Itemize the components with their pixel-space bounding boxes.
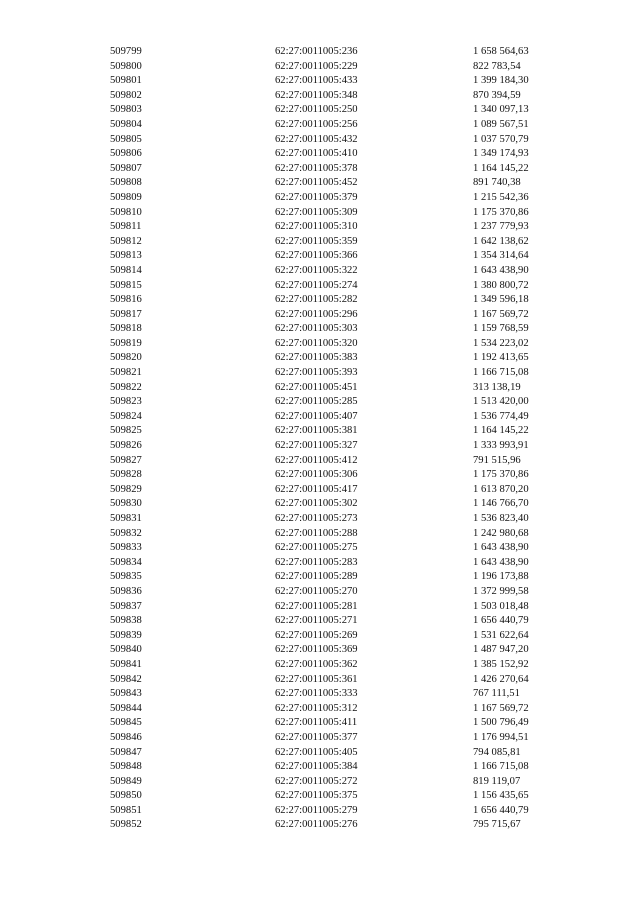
cadastral-number-cell: 62:27:0011005:405 — [275, 746, 358, 758]
value-cell: 1 500 796,49 — [473, 717, 529, 729]
record-number-cell: 509852 — [110, 819, 142, 831]
record-number-cell: 509836 — [110, 585, 142, 597]
table-row — [110, 643, 590, 658]
table-row — [110, 118, 590, 133]
record-number-cell: 509828 — [110, 469, 142, 481]
value-cell: 1 333 993,91 — [473, 440, 529, 452]
record-number-cell: 509807 — [110, 162, 142, 174]
record-number-cell: 509842 — [110, 673, 142, 685]
table-row — [110, 147, 590, 162]
cadastral-number-cell: 62:27:0011005:333 — [275, 688, 358, 700]
value-cell: 1 167 569,72 — [473, 702, 529, 714]
table-row — [110, 629, 590, 644]
cadastral-number-cell: 62:27:0011005:359 — [275, 235, 358, 247]
cadastral-number-cell: 62:27:0011005:309 — [275, 206, 358, 218]
table-row — [110, 600, 590, 615]
value-cell: 1 166 715,08 — [473, 761, 529, 773]
record-number-cell: 509824 — [110, 410, 142, 422]
table-row — [110, 527, 590, 542]
record-number-cell: 509802 — [110, 89, 142, 101]
cadastral-number-cell: 62:27:0011005:229 — [275, 60, 358, 72]
cadastral-number-cell: 62:27:0011005:289 — [275, 571, 358, 583]
table-row — [110, 351, 590, 366]
value-cell: 1 536 774,49 — [473, 410, 529, 422]
value-cell: 1 156 435,65 — [473, 790, 529, 802]
cadastral-number-cell: 62:27:0011005:412 — [275, 454, 358, 466]
record-number-cell: 509805 — [110, 133, 142, 145]
cadastral-number-cell: 62:27:0011005:369 — [275, 644, 358, 656]
cadastral-number-cell: 62:27:0011005:452 — [275, 177, 358, 189]
cadastral-number-cell: 62:27:0011005:320 — [275, 337, 358, 349]
cadastral-number-cell: 62:27:0011005:327 — [275, 440, 358, 452]
record-number-cell: 509847 — [110, 746, 142, 758]
table-row — [110, 133, 590, 148]
cadastral-number-cell: 62:27:0011005:302 — [275, 498, 358, 510]
cadastral-number-cell: 62:27:0011005:303 — [275, 323, 358, 335]
record-number-cell: 509839 — [110, 629, 142, 641]
record-number-cell: 509803 — [110, 104, 142, 116]
value-cell: 1 237 779,93 — [473, 221, 529, 233]
cadastral-number-cell: 62:27:0011005:250 — [275, 104, 358, 116]
cadastral-number-cell: 62:27:0011005:269 — [275, 629, 358, 641]
table-row — [110, 220, 590, 235]
value-cell: 1 385 152,92 — [473, 658, 529, 670]
record-number-cell: 509816 — [110, 294, 142, 306]
table-row — [110, 731, 590, 746]
table-row — [110, 60, 590, 75]
cadastral-number-cell: 62:27:0011005:312 — [275, 702, 358, 714]
record-number-cell: 509845 — [110, 717, 142, 729]
record-number-cell: 509848 — [110, 761, 142, 773]
record-number-cell: 509814 — [110, 264, 142, 276]
record-number-cell: 509841 — [110, 658, 142, 670]
value-cell: 1 426 270,64 — [473, 673, 529, 685]
table-row — [110, 789, 590, 804]
record-number-cell: 509823 — [110, 396, 142, 408]
value-cell: 1 534 223,02 — [473, 337, 529, 349]
cadastral-number-cell: 62:27:0011005:322 — [275, 264, 358, 276]
table-row — [110, 45, 590, 60]
record-number-cell: 509837 — [110, 600, 142, 612]
table-row — [110, 206, 590, 221]
cadastral-number-cell: 62:27:0011005:451 — [275, 381, 358, 393]
table-row — [110, 293, 590, 308]
cadastral-number-cell: 62:27:0011005:281 — [275, 600, 358, 612]
table-row — [110, 483, 590, 498]
cadastral-number-cell: 62:27:0011005:366 — [275, 250, 358, 262]
cadastral-number-cell: 62:27:0011005:272 — [275, 775, 358, 787]
value-cell: 1 175 370,86 — [473, 206, 529, 218]
value-cell: 1 164 145,22 — [473, 425, 529, 437]
record-number-cell: 509832 — [110, 527, 142, 539]
value-cell: 1 399 184,30 — [473, 75, 529, 87]
cadastral-number-cell: 62:27:0011005:384 — [275, 761, 358, 773]
table-row — [110, 746, 590, 761]
value-cell: 1 643 438,90 — [473, 556, 529, 568]
value-cell: 1 349 596,18 — [473, 294, 529, 306]
cadastral-number-cell: 62:27:0011005:432 — [275, 133, 358, 145]
value-cell: 1 656 440,79 — [473, 804, 529, 816]
table-row — [110, 395, 590, 410]
table-row — [110, 775, 590, 790]
cadastral-number-cell: 62:27:0011005:285 — [275, 396, 358, 408]
value-cell: 1 037 570,79 — [473, 133, 529, 145]
record-number-cell: 509844 — [110, 702, 142, 714]
table-row — [110, 410, 590, 425]
value-cell: 1 215 542,36 — [473, 191, 529, 203]
record-number-cell: 509829 — [110, 483, 142, 495]
record-number-cell: 509849 — [110, 775, 142, 787]
value-cell: 891 740,38 — [473, 177, 521, 189]
record-number-cell: 509843 — [110, 688, 142, 700]
table-row — [110, 570, 590, 585]
table-row — [110, 497, 590, 512]
table-row — [110, 556, 590, 571]
value-cell: 1 340 097,13 — [473, 104, 529, 116]
record-number-cell: 509834 — [110, 556, 142, 568]
record-number-cell: 509827 — [110, 454, 142, 466]
table-row — [110, 716, 590, 731]
cadastral-number-cell: 62:27:0011005:276 — [275, 819, 358, 831]
table-row — [110, 687, 590, 702]
record-number-cell: 509817 — [110, 308, 142, 320]
record-number-cell: 509806 — [110, 148, 142, 160]
record-number-cell: 509813 — [110, 250, 142, 262]
record-number-cell: 509833 — [110, 542, 142, 554]
value-cell: 1 643 438,90 — [473, 542, 529, 554]
table-row — [110, 162, 590, 177]
cadastral-number-cell: 62:27:0011005:256 — [275, 118, 358, 130]
cadastral-number-cell: 62:27:0011005:273 — [275, 513, 358, 524]
record-number-cell: 509804 — [110, 118, 142, 130]
record-number-cell: 509840 — [110, 644, 142, 656]
value-cell: 1 354 314,64 — [473, 250, 529, 262]
cadastral-number-cell: 62:27:0011005:433 — [275, 75, 358, 87]
value-cell: 1 167 569,72 — [473, 308, 529, 320]
value-cell: 1 513 420,00 — [473, 396, 529, 408]
table-row — [110, 585, 590, 600]
value-cell: 1 196 173,88 — [473, 571, 529, 583]
record-number-cell: 509835 — [110, 571, 142, 583]
record-number-cell: 509799 — [110, 46, 142, 57]
record-number-cell: 509809 — [110, 191, 142, 203]
cadastral-number-cell: 62:27:0011005:274 — [275, 279, 358, 291]
record-number-cell: 509838 — [110, 615, 142, 627]
table-row — [110, 74, 590, 89]
cadastral-number-cell: 62:27:0011005:296 — [275, 308, 358, 320]
record-number-cell: 509819 — [110, 337, 142, 349]
value-cell: 1 503 018,48 — [473, 600, 529, 612]
table-row — [110, 337, 590, 352]
cadastral-number-cell: 62:27:0011005:275 — [275, 542, 358, 554]
cadastral-number-cell: 62:27:0011005:271 — [275, 615, 358, 627]
table-row — [110, 89, 590, 104]
value-cell: 1 146 766,70 — [473, 498, 529, 510]
table-row — [110, 818, 590, 833]
table-row — [110, 381, 590, 396]
value-cell: 1 176 994,51 — [473, 731, 529, 743]
record-number-cell: 509815 — [110, 279, 142, 291]
value-cell: 822 783,54 — [473, 60, 521, 72]
value-cell: 794 085,81 — [473, 746, 521, 758]
value-cell: 1 349 174,93 — [473, 148, 529, 160]
value-cell: 1 658 564,63 — [473, 46, 529, 57]
table-row — [110, 614, 590, 629]
value-cell: 1 642 138,62 — [473, 235, 529, 247]
record-number-cell: 509846 — [110, 731, 142, 743]
record-number-cell: 509801 — [110, 75, 142, 87]
table-row — [110, 760, 590, 775]
value-cell: 1 166 715,08 — [473, 367, 529, 379]
record-number-cell: 509850 — [110, 790, 142, 802]
table-row — [110, 235, 590, 250]
record-number-cell: 509811 — [110, 221, 142, 233]
cadastral-number-cell: 62:27:0011005:362 — [275, 658, 358, 670]
record-number-cell: 509818 — [110, 323, 142, 335]
value-cell: 1 159 768,59 — [473, 323, 529, 335]
record-number-cell: 509830 — [110, 498, 142, 510]
table-row — [110, 191, 590, 206]
cadastral-number-cell: 62:27:0011005:381 — [275, 425, 358, 437]
cadastral-number-cell: 62:27:0011005:236 — [275, 46, 358, 57]
value-cell: 1 380 800,72 — [473, 279, 529, 291]
record-number-cell: 509821 — [110, 367, 142, 379]
cadastral-number-cell: 62:27:0011005:407 — [275, 410, 358, 422]
table-row — [110, 804, 590, 819]
cadastral-number-cell: 62:27:0011005:361 — [275, 673, 358, 685]
cadastral-number-cell: 62:27:0011005:283 — [275, 556, 358, 568]
table-row — [110, 249, 590, 264]
table-row — [110, 658, 590, 673]
table-row — [110, 322, 590, 337]
cadastral-number-cell: 62:27:0011005:348 — [275, 89, 358, 101]
value-cell: 870 394,59 — [473, 89, 521, 101]
value-cell: 1 531 622,64 — [473, 629, 529, 641]
record-number-cell: 509831 — [110, 513, 142, 524]
value-cell: 819 119,07 — [473, 775, 521, 787]
cadastral-number-cell: 62:27:0011005:288 — [275, 527, 358, 539]
record-number-cell: 509822 — [110, 381, 142, 393]
value-cell: 1 536 823,40 — [473, 513, 529, 524]
table-row — [110, 176, 590, 191]
table-row — [110, 468, 590, 483]
record-number-cell: 509820 — [110, 352, 142, 364]
cadastral-number-cell: 62:27:0011005:310 — [275, 221, 358, 233]
value-cell: 1 089 567,51 — [473, 118, 529, 130]
value-cell: 1 656 440,79 — [473, 615, 529, 627]
cadastral-number-cell: 62:27:0011005:410 — [275, 148, 358, 160]
table-row — [110, 264, 590, 279]
cadastral-number-cell: 62:27:0011005:383 — [275, 352, 358, 364]
record-number-cell: 509800 — [110, 60, 142, 72]
cadastral-number-cell: 62:27:0011005:282 — [275, 294, 358, 306]
value-cell: 1 372 999,58 — [473, 585, 529, 597]
cadastral-number-cell: 62:27:0011005:377 — [275, 731, 358, 743]
table-row — [110, 439, 590, 454]
record-number-cell: 509825 — [110, 425, 142, 437]
table-row — [110, 702, 590, 717]
value-cell: 1 487 947,20 — [473, 644, 529, 656]
value-cell: 767 111,51 — [473, 688, 520, 700]
cadastral-number-cell: 62:27:0011005:379 — [275, 191, 358, 203]
value-cell: 1 242 980,68 — [473, 527, 529, 539]
value-cell: 1 164 145,22 — [473, 162, 529, 174]
table-row — [110, 673, 590, 688]
record-number-cell: 509808 — [110, 177, 142, 189]
record-number-cell: 509851 — [110, 804, 142, 816]
record-number-cell: 509812 — [110, 235, 142, 247]
cadastral-number-cell: 62:27:0011005:417 — [275, 483, 358, 495]
value-cell: 791 515,96 — [473, 454, 521, 466]
value-cell: 1 613 870,20 — [473, 483, 529, 495]
cadastral-number-cell: 62:27:0011005:270 — [275, 585, 358, 597]
table-row — [110, 512, 590, 527]
cadastral-number-cell: 62:27:0011005:279 — [275, 804, 358, 816]
table-row — [110, 308, 590, 323]
cadastral-number-cell: 62:27:0011005:375 — [275, 790, 358, 802]
table-row — [110, 279, 590, 294]
table-row — [110, 541, 590, 556]
value-cell: 313 138,19 — [473, 381, 521, 393]
cadastral-number-cell: 62:27:0011005:393 — [275, 367, 358, 379]
table-row — [110, 103, 590, 118]
record-number-cell: 509810 — [110, 206, 142, 218]
data-table — [110, 45, 590, 833]
table-row — [110, 424, 590, 439]
cadastral-number-cell: 62:27:0011005:378 — [275, 162, 358, 174]
value-cell: 1 175 370,86 — [473, 469, 529, 481]
record-number-cell: 509826 — [110, 440, 142, 452]
cadastral-number-cell: 62:27:0011005:411 — [275, 717, 358, 729]
cadastral-number-cell: 62:27:0011005:306 — [275, 469, 358, 481]
value-cell: 1 643 438,90 — [473, 264, 529, 276]
value-cell: 795 715,67 — [473, 819, 521, 831]
value-cell: 1 192 413,65 — [473, 352, 529, 364]
table-row — [110, 366, 590, 381]
table-row — [110, 454, 590, 469]
